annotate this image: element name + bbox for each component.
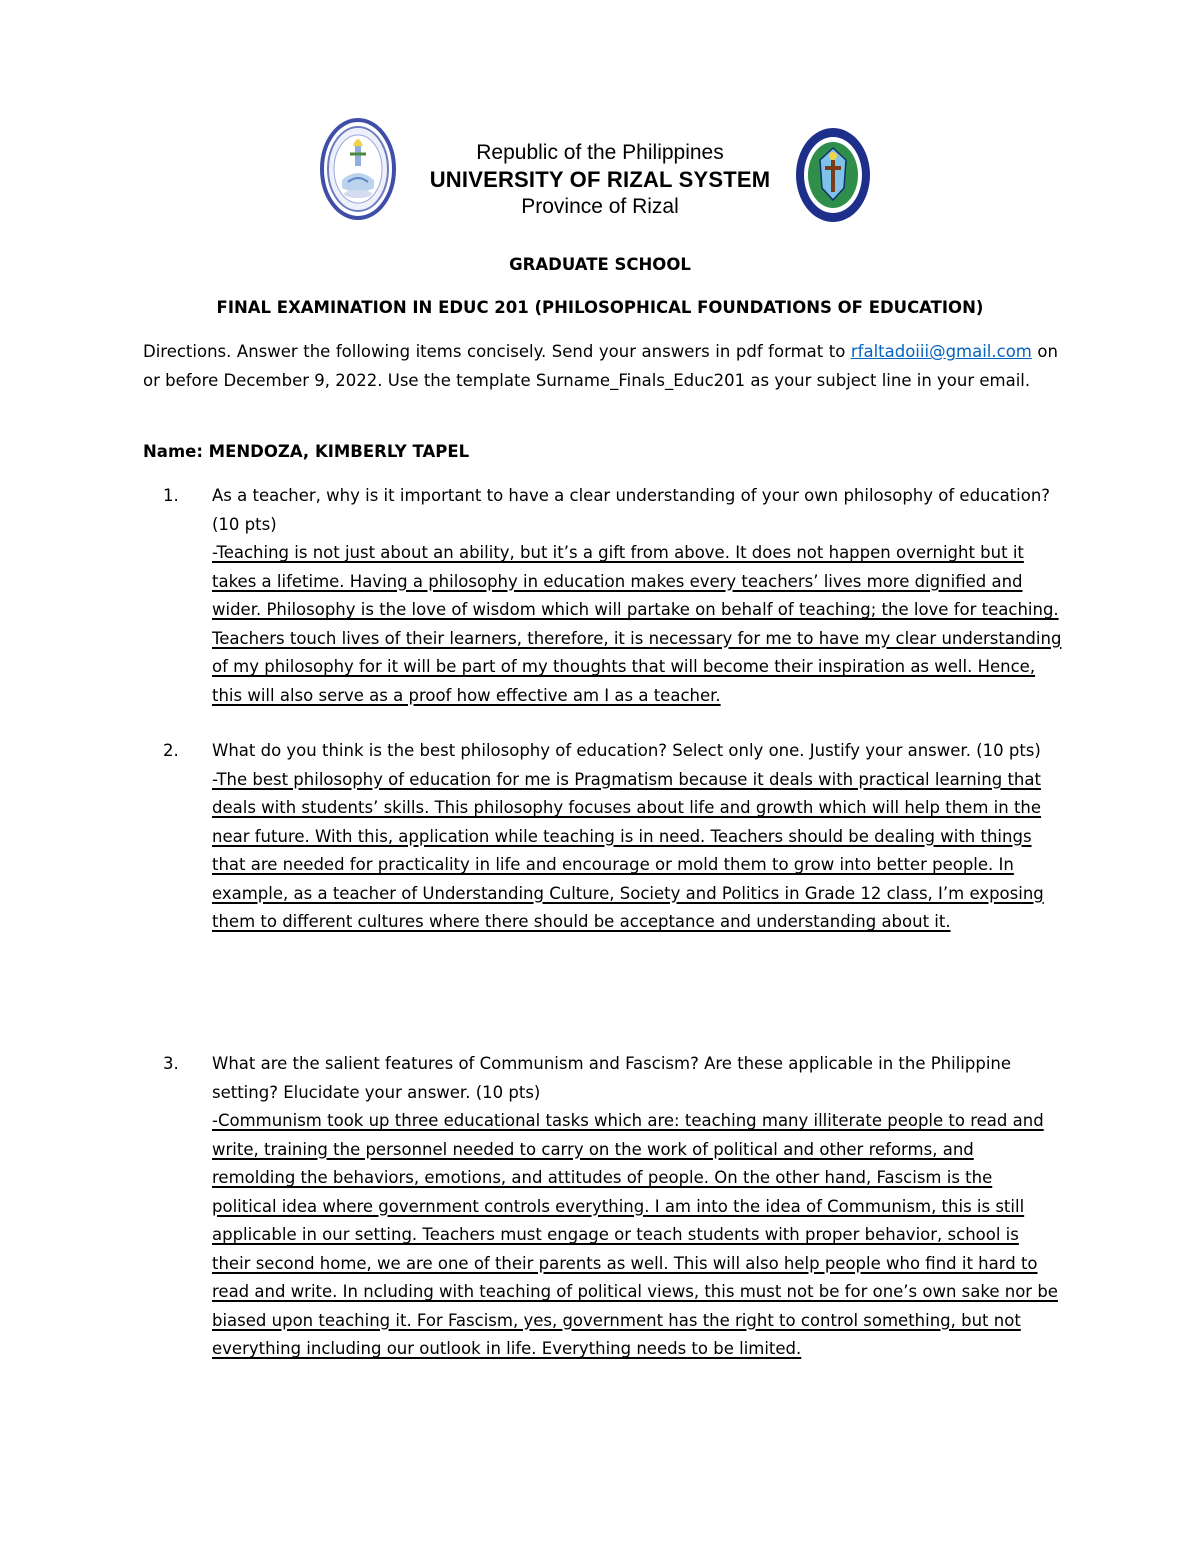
directions-outro: on or before December 9, 2022. Use the template Surname_Finals_Educ201 as your subject line in your email. [143,342,1058,390]
university-seal-logo [320,118,396,220]
letterhead-province: Province of Rizal [521,195,679,218]
name-label: Name: [143,442,209,461]
student-name: MENDOZA, KIMBERLY TAPEL [208,442,470,461]
letterhead-text [400,140,800,221]
school-heading: GRADUATE SCHOOL [509,255,691,274]
directions-intro: Directions. Answer the following items concisely. Send your answers in pdf format to [143,342,851,361]
item-body [212,737,1062,937]
item-answer: -The best philosophy of education for me is Pragmatism because it deals with practical learning that deals with students’ skills. This philosophy focuses about life and growth which will help them in the near future. With this, application while teaching is in need. Teachers should be dealing with things that are needed for practicality in life and encourage or mold them to grow into better people. In example, as a teacher of Understanding Culture, Society and Politics in Grade 12 class, I’m exposing them to different cultures where there should be acceptance and understanding about it. [212,769,1044,931]
letterhead [0,110,1200,230]
item-answer: -Teaching is not just about an ability, but it’s a gift from above. It does not happen overnight but it takes a lifetime. Having a philosophy in education makes every teachers’ lives more dignified and wider. Philosophy is the love of wisdom which will partake on behalf of teaching; the love for teaching. Teachers touch lives of their learners, therefore, it is necessary for me to have my clear understanding of my philosophy for it will be part of my thoughts that will become their inspiration as well. Hence, this will also serve as a proof how effective am I as a teacher. [212,543,1062,705]
item-question: What do you think is the best philosophy of education? Select only one. Justify your answer. (10 pts) [212,741,1041,760]
item-body [212,482,1062,710]
graduate-school-seal-logo [794,126,872,224]
item-answer: -Communism took up three educational tasks which are: teaching many illiterate people to read and write, training the personnel needed to carry on the work of political and other reforms, and remolding the behaviors, emotions, and attitudes of people. On the other hand, Fascism is the political idea where government controls everything. I am into the idea of Communism, this is still applicable in our setting. Teachers must engage or teach students with proper behavior, school is their second home, we are one of their parents as well. This will also help people who find it hard to read and write. In ncluding with teaching of political views, this must not be for one’s own sake nor be biased upon teaching it. For Fascism, yes, government has the right to control something, but not everything including our outlook in life. Everything needs to be limited. [212,1111,1058,1358]
student-name-line [143,438,469,467]
exam-title: FINAL EXAMINATION IN EDUC 201 (PHILOSOPHICAL FOUNDATIONS OF EDUCATION) [216,298,984,317]
email-link[interactable]: rfaltadoiii@gmail.com [850,342,1032,361]
item-question: As a teacher, why is it important to have a clear understanding of your own philosophy of education? (10 pts) [212,486,1051,534]
item-number: 3. [163,1054,179,1073]
letterhead-republic: Republic of the Philippines [476,141,724,164]
item-number: 2. [163,741,179,760]
item-body [212,1050,1062,1364]
letterhead-university: UNIVERSITY OF RIZAL SYSTEM [429,167,771,192]
item-question: What are the salient features of Communism and Fascism? Are these applicable in the Philippine setting? Elucidate your answer. (10 pts) [212,1054,1012,1102]
directions-paragraph [143,338,1058,395]
item-number: 1. [163,486,179,505]
